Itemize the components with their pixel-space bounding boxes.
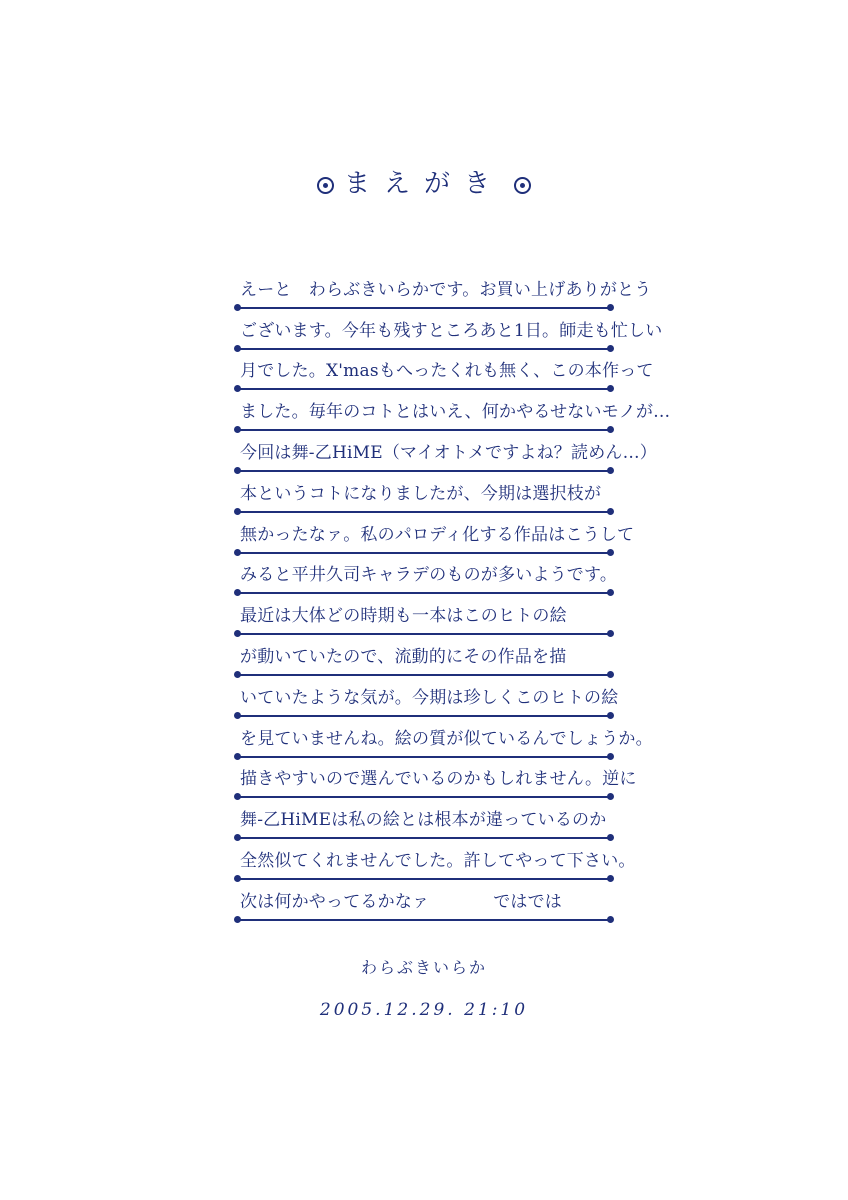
closing-left-text: 次は何かやってるかなァ — [240, 891, 430, 912]
body-line: を見ていませんね。絵の質が似ているんでしょうか。 — [240, 728, 653, 749]
body-line: 本というコトになりましたが、今期は選択枝が — [240, 483, 602, 504]
circle-dot-icon — [317, 177, 334, 194]
page-title — [0, 163, 848, 200]
ruled-line — [236, 717, 653, 758]
body-line: が動いていたので、流動的にその作品を描 — [240, 646, 567, 667]
ruled-text-block — [236, 268, 671, 921]
ruled-line — [236, 309, 663, 350]
ruled-line — [236, 758, 637, 799]
ruled-line — [236, 635, 612, 676]
closing-line — [240, 887, 612, 912]
title-text: まえがき — [343, 169, 504, 199]
ruled-line — [236, 268, 652, 309]
ruled-line — [236, 513, 635, 554]
ruled-line — [236, 431, 658, 472]
rule-line — [236, 919, 612, 921]
body-line: みると平井久司キャラデのものが多いようです。 — [240, 565, 618, 586]
body-line: 月でした。X'masもへったくれも無く、この本作って — [240, 361, 654, 382]
body-line: 今回は舞-乙HiME（マイオトメですよね？読めん…） — [240, 442, 658, 463]
ruled-line — [236, 350, 654, 391]
ruled-line-closing — [236, 880, 612, 921]
ruled-line — [236, 554, 618, 595]
body-line: ました。毎年のコトとはいえ、何かやるせないモノが… — [240, 402, 671, 423]
circle-dot-icon — [514, 177, 531, 194]
body-line: 舞-乙HiMEは私の絵とは根本が違っているのか — [240, 810, 607, 831]
body-line: 描きやすいので選んでいるのかもしれません。逆に — [240, 769, 637, 790]
body-line: 無かったなァ。私のパロディ化する作品はこうして — [240, 524, 635, 545]
date-stamp: 2005.12.29. 21:10 — [319, 1000, 529, 1020]
body-line: 全然似てくれませんでした。許してやって下さい。 — [240, 850, 636, 871]
body-line: 最近は大体どの時期も一本はこのヒトの絵 — [240, 606, 567, 627]
ruled-line — [236, 676, 619, 717]
ruled-line — [236, 472, 612, 513]
body-line: ございます。今年も残すところあと1日。師走も忙しい — [240, 320, 663, 341]
ruled-line — [236, 839, 636, 880]
signature: わらぶきいらか — [360, 958, 487, 977]
ruled-line — [236, 594, 612, 635]
closing-right-text: ではでは — [493, 891, 562, 912]
ruled-line — [236, 798, 612, 839]
ruled-line — [236, 390, 671, 431]
body-line: えーと わらぶきいらかです。お買い上げありがとう — [240, 279, 652, 300]
body-line: いていたような気が。今期は珍しくこのヒトの絵 — [240, 687, 619, 708]
